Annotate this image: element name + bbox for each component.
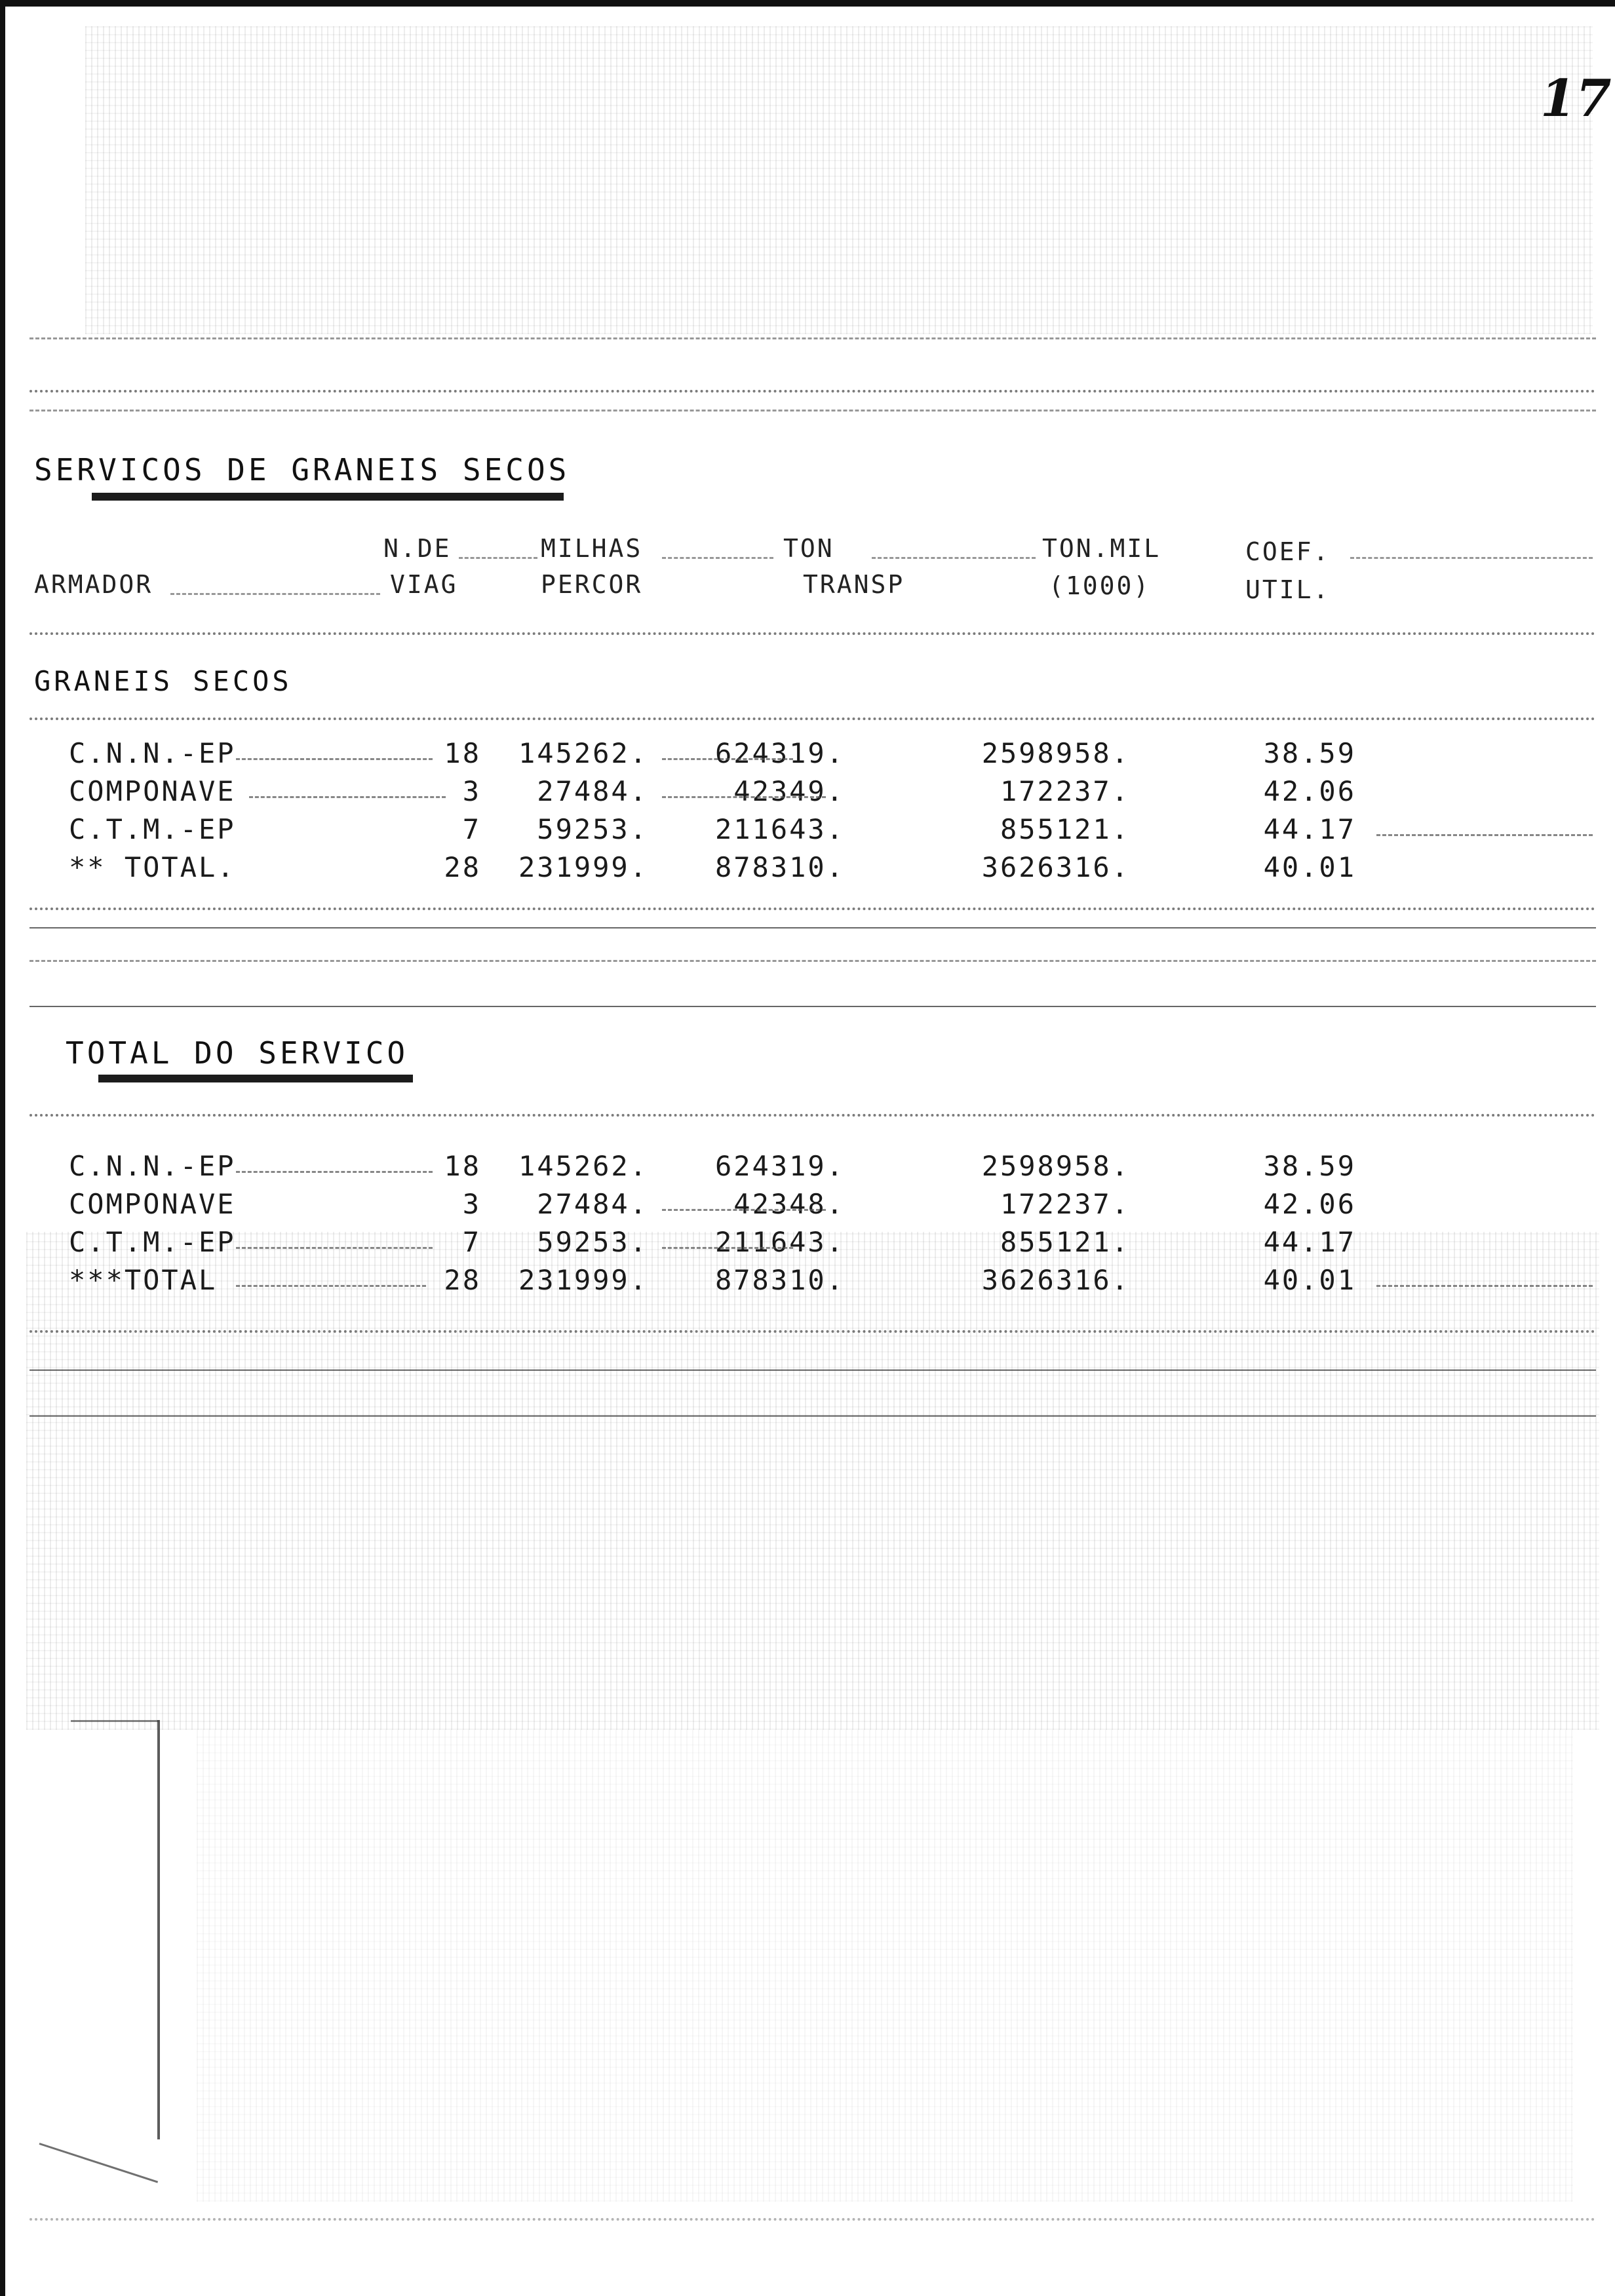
- cell-ton-mil: 172237.: [1000, 1188, 1130, 1220]
- cell-milhas: 27484.: [537, 1188, 648, 1220]
- margin-line: [157, 1720, 160, 2139]
- cell-milhas: 231999.: [518, 851, 648, 883]
- rule: [29, 1415, 1596, 1417]
- cell-viag: 3: [462, 1188, 481, 1220]
- cell-ton: 624319.: [714, 737, 845, 769]
- rule: [29, 2218, 1596, 2221]
- header-ton: TON: [783, 534, 834, 563]
- row-leader: [236, 1285, 426, 1287]
- table-row: [0, 1188, 1615, 1219]
- row-leader: [662, 1247, 793, 1249]
- header-leader: [662, 557, 773, 559]
- cell-coef: 40.01: [1263, 1264, 1356, 1296]
- cell-coef: 40.01: [1263, 851, 1356, 883]
- header-leader: [872, 557, 1036, 559]
- rule: [29, 908, 1596, 910]
- cell-ton: 211643.: [714, 1226, 845, 1258]
- rule: [29, 390, 1596, 392]
- header-ton-mil: TON.MIL: [1042, 534, 1161, 563]
- header-ton-mil-unit: (1000): [1049, 571, 1151, 600]
- header-leader: [459, 557, 537, 559]
- header-percor: PERCOR: [541, 570, 643, 599]
- cell-coef: 44.17: [1263, 1226, 1356, 1258]
- scan-noise-top: [85, 26, 1593, 334]
- cell-ton: 624319.: [714, 1150, 845, 1182]
- margin-diagonal-mark: [39, 2143, 159, 2183]
- cell-viag: 7: [462, 813, 481, 845]
- header-coef: COEF.: [1245, 537, 1331, 566]
- cell-milhas: 59253.: [537, 813, 648, 845]
- table-row: [0, 813, 1615, 845]
- header-leader: [1350, 557, 1593, 559]
- header-leader: [170, 593, 380, 595]
- cell-viag: 28: [444, 851, 481, 883]
- rule: [29, 927, 1596, 928]
- cell-ton-mil: 3626316.: [981, 1264, 1130, 1296]
- scan-border-left: [0, 0, 5, 2296]
- cell-armador: C.N.N.-EP: [69, 1150, 236, 1182]
- scan-border-top: [0, 0, 1615, 7]
- cell-ton: 878310.: [714, 1264, 845, 1296]
- table-row: [0, 1226, 1615, 1257]
- row-leader: [662, 1209, 826, 1211]
- cell-coef: 42.06: [1263, 775, 1356, 807]
- scan-noise-bottom: [197, 1730, 1573, 2202]
- group-label: GRANEIS SECOS: [34, 665, 292, 697]
- row-leader: [236, 1171, 433, 1173]
- cell-viag: 7: [462, 1226, 481, 1258]
- cell-ton-mil: 855121.: [1000, 813, 1130, 845]
- table-row: [0, 775, 1615, 807]
- cell-milhas: 231999.: [518, 1264, 648, 1296]
- cell-coef: 38.59: [1263, 737, 1356, 769]
- row-leader: [1376, 1285, 1593, 1287]
- cell-viag: 3: [462, 775, 481, 807]
- cell-viag: 18: [444, 1150, 481, 1182]
- cell-ton-mil: 2598958.: [981, 1150, 1130, 1182]
- cell-ton-mil: 855121.: [1000, 1226, 1130, 1258]
- rule: [29, 1369, 1596, 1371]
- cell-coef: 38.59: [1263, 1150, 1356, 1182]
- rule: [29, 1114, 1596, 1117]
- cell-armador: ** TOTAL.: [69, 851, 236, 883]
- cell-ton: 42348.: [733, 1188, 845, 1220]
- table-row: [0, 851, 1615, 883]
- header-n-de: N.DE: [383, 534, 452, 563]
- row-leader: [662, 758, 793, 760]
- title-underline: [92, 493, 564, 501]
- title-underline: [98, 1075, 413, 1082]
- cell-milhas: 27484.: [537, 775, 648, 807]
- cell-ton: 878310.: [714, 851, 845, 883]
- row-leader: [249, 796, 446, 798]
- rule: [29, 1330, 1596, 1333]
- cell-milhas: 145262.: [518, 737, 648, 769]
- cell-ton-mil: 172237.: [1000, 775, 1130, 807]
- header-armador: ARMADOR: [34, 570, 153, 599]
- table-row: [0, 737, 1615, 769]
- cell-coef: 42.06: [1263, 1188, 1356, 1220]
- cell-armador: COMPONAVE: [69, 1188, 236, 1220]
- header-viag: VIAG: [390, 570, 458, 599]
- row-leader: [1376, 834, 1593, 836]
- page-number: 17: [1540, 69, 1612, 128]
- cell-armador: C.N.N.-EP: [69, 737, 236, 769]
- rule: [29, 718, 1596, 720]
- cell-milhas: 59253.: [537, 1226, 648, 1258]
- table-row: [0, 1264, 1615, 1295]
- margin-tick: [71, 1720, 159, 1722]
- cell-ton-mil: 3626316.: [981, 851, 1130, 883]
- cell-ton: 211643.: [714, 813, 845, 845]
- total-section-title: TOTAL DO SERVICO: [66, 1035, 409, 1071]
- table-row: [0, 1150, 1615, 1181]
- header-transp: TRANSP: [803, 570, 905, 599]
- rule: [29, 337, 1596, 339]
- header-util: UTIL.: [1245, 575, 1331, 604]
- section-title: SERVICOS DE GRANEIS SECOS: [34, 452, 570, 488]
- row-leader: [236, 758, 433, 760]
- cell-armador: COMPONAVE: [69, 775, 236, 807]
- row-leader: [236, 1247, 433, 1249]
- rule: [29, 632, 1596, 635]
- cell-armador: C.T.M.-EP: [69, 1226, 236, 1258]
- cell-ton: 42349.: [733, 775, 845, 807]
- header-milhas: MILHAS: [541, 534, 643, 563]
- cell-armador: C.T.M.-EP: [69, 813, 236, 845]
- cell-coef: 44.17: [1263, 813, 1356, 845]
- cell-ton-mil: 2598958.: [981, 737, 1130, 769]
- scan-noise-mid: [26, 1232, 1599, 1730]
- row-leader: [662, 796, 826, 798]
- cell-viag: 18: [444, 737, 481, 769]
- cell-viag: 28: [444, 1264, 481, 1296]
- rule: [29, 1006, 1596, 1007]
- rule: [29, 960, 1596, 962]
- rule: [29, 410, 1596, 411]
- cell-milhas: 145262.: [518, 1150, 648, 1182]
- cell-armador: ***TOTAL: [69, 1264, 218, 1296]
